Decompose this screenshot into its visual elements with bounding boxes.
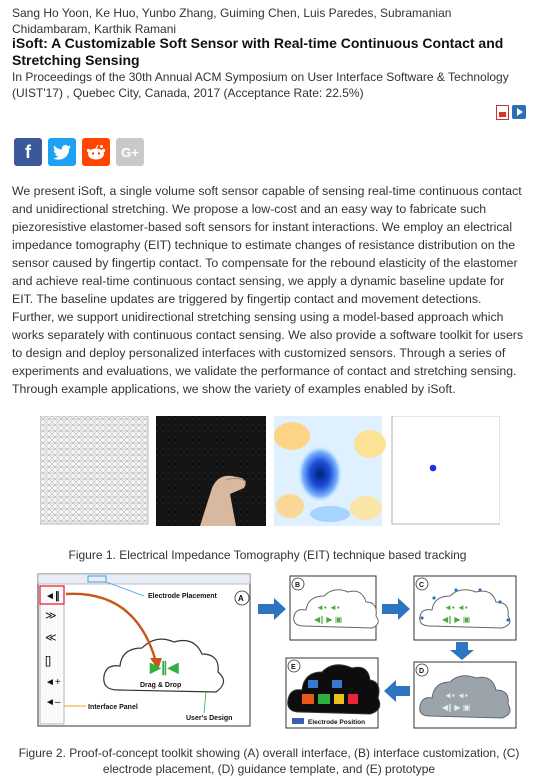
facebook-share-button[interactable]: f <box>14 138 42 166</box>
panel-b-label: B <box>295 582 301 589</box>
svg-text:◀∥ ▶ ▣: ◀∥ ▶ ▣ <box>314 615 343 624</box>
users-design-label: User's Design <box>186 715 233 722</box>
electrode-position-label: Electrode Position <box>308 719 366 726</box>
sensor-photo-panel <box>156 416 266 526</box>
twitter-share-button[interactable] <box>48 138 76 166</box>
paper-title[interactable]: iSoft: A Customizable Soft Sensor with Real-time Continuous Contact and Stretching Sensing <box>12 35 504 68</box>
svg-text:[]: [] <box>45 655 52 667</box>
svg-text:◄▪ ◄▪: ◄▪ ◄▪ <box>444 603 468 612</box>
paper-authors: Sang Ho Yoon, Ke Huo, Yunbo Zhang, Guiming Chen, Luis Paredes, Subramanian Chidambaram, Karthik Ramani <box>12 6 452 36</box>
panel-a-label: A <box>238 594 244 603</box>
electrode-placement-label: Electrode Placement <box>148 593 217 600</box>
svg-text:◄▪ ◄▪: ◄▪ ◄▪ <box>444 691 468 700</box>
svg-text:≪: ≪ <box>45 632 57 644</box>
eit-heatmap-panel <box>274 416 386 526</box>
svg-text:◄+: ◄+ <box>45 677 61 688</box>
panel-b-customization <box>290 576 378 640</box>
svg-text:≫: ≫ <box>45 610 57 622</box>
svg-text:◀∥ ▶ ▣: ◀∥ ▶ ▣ <box>442 615 471 624</box>
reddit-icon <box>86 144 106 160</box>
tracked-point-panel <box>392 416 500 524</box>
panel-d-label: D <box>419 668 425 675</box>
figure-1-image <box>40 416 500 526</box>
panel-e-prototype <box>286 658 380 728</box>
arrow-a-to-b <box>258 598 286 620</box>
figure-2-image <box>36 572 520 732</box>
svg-text:▶∥◀: ▶∥◀ <box>150 659 179 675</box>
drag-drop-label: Drag & Drop <box>140 682 182 689</box>
paper-links <box>496 105 526 120</box>
mesh-panel <box>40 416 148 524</box>
paper-abstract: We present iSoft, a single volume soft sensor capable of sensing real-time continuous contact and unidirectional stretching. We propose a low-cost and an easy way to fabricate such piezoresistive elastomer-based soft sensors for instant interactions. We employ an electrical impedance tomography (EIT) technique to estimate changes of resistance distribution on the sensor caused by fingertip contact. To compensate for the rebound elasticity of the elastomer and achieve real-time continuous contact sensing, we apply a dynamic baseline update for EIT. The baseline updates are triggered by fingertip contact and movement detections. Further, we support unidirectional stretching sensing using a model-based approach which works separately with continuous contact sensing. We also provide a software toolkit for users to design and deploy personalized interfaces with customized sensors. Through a series of experiments and evaluations, we validate the performance of contact and stretching sensing. Through example applications, we show the variety of examples enabled by iSoft. <box>12 184 524 396</box>
panel-a-interface <box>38 574 250 726</box>
arrow-d-to-e <box>384 680 410 702</box>
figure-2-caption: Figure 2. Proof-of-concept toolkit showing (A) overall interface, (B) interface customization, (C) electrode placement, (D) guidance template, and (E) prototype <box>18 746 520 776</box>
paper-venue: In Proceedings of the 30th Annual ACM Symposium on User Interface Software & Technology (UIST'17) , Quebec City, Canada, 2017 (Acceptance Rate: 22.5%) <box>12 70 509 100</box>
arrow-b-to-c <box>382 598 410 620</box>
svg-text:◄▪ ◄▪: ◄▪ ◄▪ <box>316 603 340 612</box>
googleplus-share-button[interactable]: G+ <box>116 138 144 166</box>
svg-text:◄–: ◄– <box>45 697 61 708</box>
panel-c-label: C <box>419 582 425 589</box>
figure-1-caption: Figure 1. Electrical Impedance Tomography (EIT) technique based tracking <box>68 548 467 562</box>
panel-d-guidance-template <box>414 662 516 728</box>
panel-c-electrode-placement <box>414 576 516 640</box>
svg-text:◄∥: ◄∥ <box>45 591 60 602</box>
panel-e-label: E <box>291 664 296 671</box>
twitter-icon <box>53 145 71 160</box>
svg-text:◀∥ ▶ ▣: ◀∥ ▶ ▣ <box>442 703 471 712</box>
reddit-share-button[interactable] <box>82 138 110 166</box>
share-bar <box>14 138 144 166</box>
arrow-c-to-d <box>450 642 474 660</box>
interface-panel-label: Interface Panel <box>88 704 138 711</box>
pdf-icon[interactable] <box>496 105 509 120</box>
video-icon[interactable] <box>512 105 526 119</box>
